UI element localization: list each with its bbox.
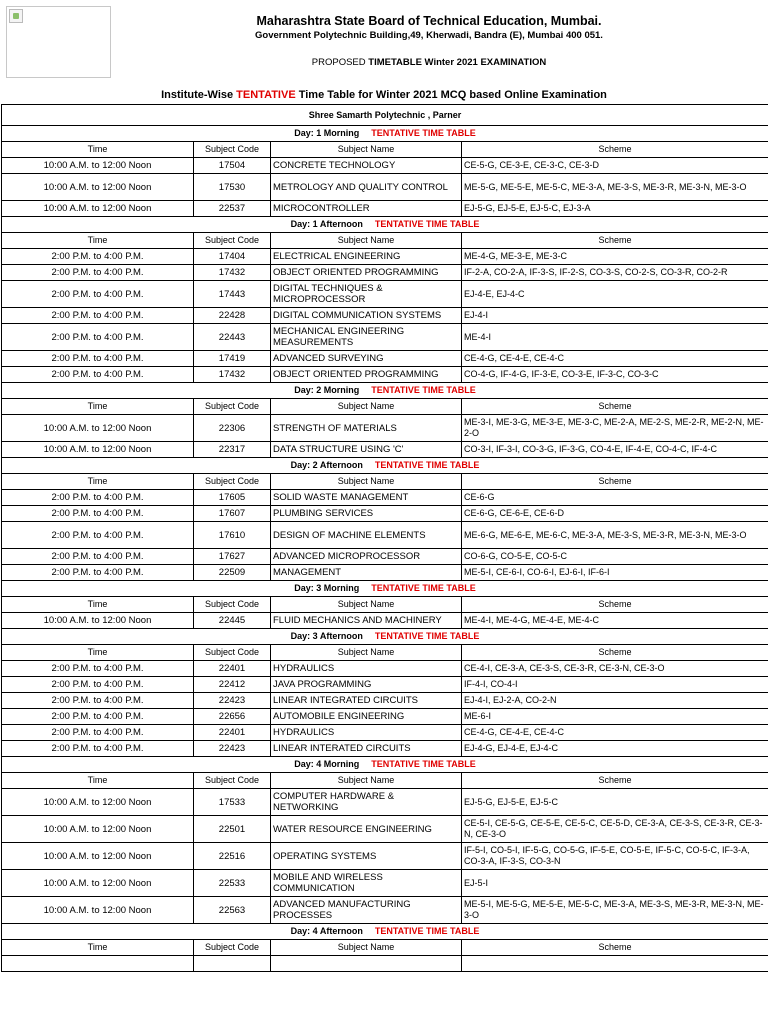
column-header-row bbox=[2, 233, 768, 249]
column-header-row bbox=[2, 399, 768, 415]
subtitle-post: Time Table for Winter 2021 MCQ based Online Examination bbox=[295, 89, 607, 101]
table-row bbox=[2, 741, 768, 757]
subject-name: JAVA PROGRAMMING bbox=[271, 677, 462, 693]
scheme: EJ-5-G, EJ-5-E, EJ-5-C bbox=[462, 789, 768, 816]
subject-code: 22537 bbox=[194, 201, 271, 217]
table-row bbox=[2, 415, 768, 442]
scheme: EJ-5-G, EJ-5-E, EJ-5-C, EJ-3-A bbox=[462, 201, 768, 217]
subject-name: DESIGN OF MACHINE ELEMENTS bbox=[271, 522, 462, 549]
table-row bbox=[2, 565, 768, 581]
day-session-label bbox=[2, 924, 768, 940]
subject-name: OPERATING SYSTEMS bbox=[271, 843, 462, 870]
scheme: CE-5-G, CE-3-E, CE-3-C, CE-3-D bbox=[462, 158, 768, 174]
day-session-row bbox=[2, 629, 768, 645]
scheme: ME-4-I bbox=[462, 324, 768, 351]
scheme: ME-4-I, ME-4-G, ME-4-E, ME-4-C bbox=[462, 613, 768, 629]
column-header-subject-name: Subject Name bbox=[271, 399, 462, 415]
subject-code: 17419 bbox=[194, 351, 271, 367]
subject-code: 22306 bbox=[194, 415, 271, 442]
day-session-name: Day: 1 Afternoon bbox=[290, 219, 363, 229]
table-row bbox=[2, 201, 768, 217]
table-row bbox=[2, 324, 768, 351]
board-name: Maharashtra State Board of Technical Education, Mumbai. bbox=[256, 14, 602, 28]
column-header-row bbox=[2, 773, 768, 789]
subject-code: 22401 bbox=[194, 725, 271, 741]
subject-name: SOLID WASTE MANAGEMENT bbox=[271, 490, 462, 506]
tentative-label: TENTATIVE TIME TABLE bbox=[374, 460, 480, 470]
exam-time: 2:00 P.M. to 4:00 P.M. bbox=[2, 265, 194, 281]
subject-name: ADVANCED MANUFACTURING PROCESSES bbox=[271, 897, 462, 924]
column-header-time: Time bbox=[2, 233, 194, 249]
day-session-row bbox=[2, 126, 768, 142]
scheme: IF-2-A, CO-2-A, IF-3-S, IF-2-S, CO-3-S, CO-2-S, CO-3-R, CO-2-R bbox=[462, 265, 768, 281]
subject-name: MANAGEMENT bbox=[271, 565, 462, 581]
day-session-name: Day: 3 Afternoon bbox=[290, 631, 363, 641]
subject-code: 17432 bbox=[194, 367, 271, 383]
table-row bbox=[2, 249, 768, 265]
subject-code: 22516 bbox=[194, 843, 271, 870]
exam-time: 2:00 P.M. to 4:00 P.M. bbox=[2, 249, 194, 265]
exam-time: 10:00 A.M. to 12:00 Noon bbox=[2, 789, 194, 816]
day-session-row bbox=[2, 757, 768, 773]
proposed-title bbox=[0, 57, 768, 68]
table-row bbox=[2, 490, 768, 506]
day-session-row bbox=[2, 458, 768, 474]
exam-time: 10:00 A.M. to 12:00 Noon bbox=[2, 897, 194, 924]
column-header-row bbox=[2, 940, 768, 956]
table-row bbox=[2, 661, 768, 677]
subject-code: 17504 bbox=[194, 158, 271, 174]
table-row bbox=[2, 522, 768, 549]
exam-time: 2:00 P.M. to 4:00 P.M. bbox=[2, 725, 194, 741]
column-header-subject-name: Subject Name bbox=[271, 645, 462, 661]
column-header-scheme: Scheme bbox=[462, 474, 768, 490]
scheme: IF-5-I, CO-5-I, IF-5-G, CO-5-G, IF-5-E, CO-5-E, IF-5-C, CO-5-C, IF-3-A, CO-3-A, IF-3-S, CO-3-N bbox=[462, 843, 768, 870]
column-header-time: Time bbox=[2, 597, 194, 613]
subject-name: FLUID MECHANICS AND MACHINERY bbox=[271, 613, 462, 629]
proposed-bold: TIMETABLE Winter 2021 EXAMINATION bbox=[368, 57, 547, 68]
tentative-label: TENTATIVE TIME TABLE bbox=[374, 631, 480, 641]
subject-name: LINEAR INTERATED CIRCUITS bbox=[271, 741, 462, 757]
subject-code: 17530 bbox=[194, 174, 271, 201]
column-header-row bbox=[2, 474, 768, 490]
subject-code: 22423 bbox=[194, 741, 271, 757]
tentative-label: TENTATIVE TIME TABLE bbox=[371, 759, 476, 769]
day-session-label bbox=[2, 757, 768, 773]
exam-time: 2:00 P.M. to 4:00 P.M. bbox=[2, 522, 194, 549]
exam-time bbox=[2, 956, 194, 972]
subject-name: HYDRAULICS bbox=[271, 661, 462, 677]
column-header-scheme: Scheme bbox=[462, 597, 768, 613]
scheme: EJ-4-G, EJ-4-E, EJ-4-C bbox=[462, 741, 768, 757]
subject-code: 22533 bbox=[194, 870, 271, 897]
scheme: CO-3-I, IF-3-I, CO-3-G, IF-3-G, CO-4-E, IF-4-E, CO-4-C, IF-4-C bbox=[462, 442, 768, 458]
subject-name bbox=[271, 956, 462, 972]
table-row bbox=[2, 308, 768, 324]
column-header-time: Time bbox=[2, 773, 194, 789]
tentative-label: TENTATIVE TIME TABLE bbox=[371, 128, 476, 138]
day-session-name: Day: 1 Morning bbox=[294, 128, 360, 138]
subject-code bbox=[194, 956, 271, 972]
subject-name: DATA STRUCTURE USING 'C' bbox=[271, 442, 462, 458]
column-header-row bbox=[2, 142, 768, 158]
exam-time: 10:00 A.M. to 12:00 Noon bbox=[2, 613, 194, 629]
day-session-name: Day: 2 Afternoon bbox=[290, 460, 363, 470]
scheme: ME-4-G, ME-3-E, ME-3-C bbox=[462, 249, 768, 265]
scheme: EJ-5-I bbox=[462, 870, 768, 897]
tentative-label: TENTATIVE TIME TABLE bbox=[374, 926, 480, 936]
column-header-time: Time bbox=[2, 142, 194, 158]
subject-code: 22443 bbox=[194, 324, 271, 351]
column-header-subject-code: Subject Code bbox=[194, 645, 271, 661]
scheme: CO-4-G, IF-4-G, IF-3-E, CO-3-E, IF-3-C, CO-3-C bbox=[462, 367, 768, 383]
subject-name: ELECTRICAL ENGINEERING bbox=[271, 249, 462, 265]
table-row bbox=[2, 897, 768, 924]
subject-code: 17443 bbox=[194, 281, 271, 308]
day-session-row bbox=[2, 383, 768, 399]
column-header-row bbox=[2, 645, 768, 661]
day-session-row bbox=[2, 217, 768, 233]
scheme: CE-4-G, CE-4-E, CE-4-C bbox=[462, 725, 768, 741]
scheme: EJ-4-I bbox=[462, 308, 768, 324]
page-subtitle bbox=[0, 89, 768, 101]
subject-code: 22656 bbox=[194, 709, 271, 725]
exam-time: 2:00 P.M. to 4:00 P.M. bbox=[2, 490, 194, 506]
scheme: CE-4-G, CE-4-E, CE-4-C bbox=[462, 351, 768, 367]
table-row bbox=[2, 870, 768, 897]
column-header-scheme: Scheme bbox=[462, 645, 768, 661]
table-row bbox=[2, 693, 768, 709]
subject-name: MECHANICAL ENGINEERING MEASUREMENTS bbox=[271, 324, 462, 351]
exam-time: 2:00 P.M. to 4:00 P.M. bbox=[2, 693, 194, 709]
column-header-scheme: Scheme bbox=[462, 233, 768, 249]
table-row bbox=[2, 367, 768, 383]
exam-time: 10:00 A.M. to 12:00 Noon bbox=[2, 843, 194, 870]
scheme: CE-4-I, CE-3-A, CE-3-S, CE-3-R, CE-3-N, CE-3-O bbox=[462, 661, 768, 677]
subject-code: 22423 bbox=[194, 693, 271, 709]
subject-name: MOBILE AND WIRELESS COMMUNICATION bbox=[271, 870, 462, 897]
table-row bbox=[2, 265, 768, 281]
column-header-time: Time bbox=[2, 474, 194, 490]
subject-name: METROLOGY AND QUALITY CONTROL bbox=[271, 174, 462, 201]
timetable-body bbox=[2, 105, 768, 972]
subject-code: 22509 bbox=[194, 565, 271, 581]
scheme: CO-6-G, CO-5-E, CO-5-C bbox=[462, 549, 768, 565]
day-session-label bbox=[2, 458, 768, 474]
subject-name: AUTOMOBILE ENGINEERING bbox=[271, 709, 462, 725]
column-header-scheme: Scheme bbox=[462, 940, 768, 956]
subject-code: 22428 bbox=[194, 308, 271, 324]
subject-name: OBJECT ORIENTED PROGRAMMING bbox=[271, 367, 462, 383]
exam-time: 2:00 P.M. to 4:00 P.M. bbox=[2, 367, 194, 383]
day-session-row bbox=[2, 924, 768, 940]
scheme: CE-5-I, CE-5-G, CE-5-E, CE-5-C, CE-5-D, CE-3-A, CE-3-S, CE-3-R, CE-3-N, CE-3-O bbox=[462, 816, 768, 843]
proposed-prefix: PROPOSED bbox=[311, 57, 369, 68]
column-header-subject-code: Subject Code bbox=[194, 142, 271, 158]
subject-name: ADVANCED MICROPROCESSOR bbox=[271, 549, 462, 565]
day-session-name: Day: 2 Morning bbox=[294, 385, 360, 395]
day-session-row bbox=[2, 581, 768, 597]
scheme: ME-6-G, ME-6-E, ME-6-C, ME-3-A, ME-3-S, ME-3-R, ME-3-N, ME-3-O bbox=[462, 522, 768, 549]
subject-name: ADVANCED SURVEYING bbox=[271, 351, 462, 367]
subject-code: 17533 bbox=[194, 789, 271, 816]
subject-code: 17404 bbox=[194, 249, 271, 265]
subject-name: PLUMBING SERVICES bbox=[271, 506, 462, 522]
column-header-subject-name: Subject Name bbox=[271, 474, 462, 490]
scheme bbox=[462, 956, 768, 972]
table-row bbox=[2, 174, 768, 201]
scheme: IF-4-I, CO-4-I bbox=[462, 677, 768, 693]
day-session-label bbox=[2, 383, 768, 399]
subject-name: MICROCONTROLLER bbox=[271, 201, 462, 217]
column-header-row bbox=[2, 597, 768, 613]
column-header-subject-name: Subject Name bbox=[271, 142, 462, 158]
table-row bbox=[2, 816, 768, 843]
table-row bbox=[2, 709, 768, 725]
exam-time: 2:00 P.M. to 4:00 P.M. bbox=[2, 308, 194, 324]
column-header-scheme: Scheme bbox=[462, 399, 768, 415]
column-header-subject-code: Subject Code bbox=[194, 474, 271, 490]
column-header-subject-name: Subject Name bbox=[271, 773, 462, 789]
subject-name: CONCRETE TECHNOLOGY bbox=[271, 158, 462, 174]
table-row bbox=[2, 956, 768, 972]
exam-time: 2:00 P.M. to 4:00 P.M. bbox=[2, 709, 194, 725]
day-session-label bbox=[2, 581, 768, 597]
table-row bbox=[2, 613, 768, 629]
exam-time: 10:00 A.M. to 12:00 Noon bbox=[2, 158, 194, 174]
scheme: CE-6-G, CE-6-E, CE-6-D bbox=[462, 506, 768, 522]
scheme: EJ-4-E, EJ-4-C bbox=[462, 281, 768, 308]
subtitle-tentative: TENTATIVE bbox=[236, 89, 296, 101]
tentative-label: TENTATIVE TIME TABLE bbox=[374, 219, 480, 229]
exam-time: 2:00 P.M. to 4:00 P.M. bbox=[2, 741, 194, 757]
column-header-subject-code: Subject Code bbox=[194, 940, 271, 956]
timetable bbox=[1, 104, 768, 972]
subject-code: 22412 bbox=[194, 677, 271, 693]
subtitle-pre: Institute-Wise bbox=[161, 89, 237, 101]
table-row bbox=[2, 843, 768, 870]
column-header-time: Time bbox=[2, 399, 194, 415]
table-row bbox=[2, 506, 768, 522]
board-address: Government Polytechnic Building,49, Kherwadi, Bandra (E), Mumbai 400 051. bbox=[255, 30, 603, 41]
exam-time: 10:00 A.M. to 12:00 Noon bbox=[2, 816, 194, 843]
scheme: ME-5-G, ME-5-E, ME-5-C, ME-3-A, ME-3-S, ME-3-R, ME-3-N, ME-3-O bbox=[462, 174, 768, 201]
exam-time: 2:00 P.M. to 4:00 P.M. bbox=[2, 677, 194, 693]
day-session-label bbox=[2, 629, 768, 645]
column-header-time: Time bbox=[2, 940, 194, 956]
column-header-subject-name: Subject Name bbox=[271, 597, 462, 613]
subject-code: 17607 bbox=[194, 506, 271, 522]
exam-time: 2:00 P.M. to 4:00 P.M. bbox=[2, 549, 194, 565]
exam-time: 10:00 A.M. to 12:00 Noon bbox=[2, 870, 194, 897]
subject-code: 22563 bbox=[194, 897, 271, 924]
exam-time: 10:00 A.M. to 12:00 Noon bbox=[2, 442, 194, 458]
column-header-subject-code: Subject Code bbox=[194, 233, 271, 249]
scheme: ME-6-I bbox=[462, 709, 768, 725]
day-session-name: Day: 4 Morning bbox=[294, 759, 360, 769]
table-row bbox=[2, 442, 768, 458]
column-header-scheme: Scheme bbox=[462, 142, 768, 158]
exam-time: 2:00 P.M. to 4:00 P.M. bbox=[2, 324, 194, 351]
subject-code: 17627 bbox=[194, 549, 271, 565]
column-header-subject-name: Subject Name bbox=[271, 233, 462, 249]
tentative-label: TENTATIVE TIME TABLE bbox=[371, 583, 476, 593]
column-header-subject-code: Subject Code bbox=[194, 597, 271, 613]
subject-code: 22501 bbox=[194, 816, 271, 843]
subject-name: COMPUTER HARDWARE & NETWORKING bbox=[271, 789, 462, 816]
scheme: CE-6-G bbox=[462, 490, 768, 506]
subject-name: DIGITAL COMMUNICATION SYSTEMS bbox=[271, 308, 462, 324]
day-session-name: Day: 3 Morning bbox=[294, 583, 360, 593]
table-row bbox=[2, 281, 768, 308]
subject-name: LINEAR INTEGRATED CIRCUITS bbox=[271, 693, 462, 709]
subject-name: DIGITAL TECHNIQUES & MICROPROCESSOR bbox=[271, 281, 462, 308]
day-session-label bbox=[2, 217, 768, 233]
column-header-scheme: Scheme bbox=[462, 773, 768, 789]
subject-name: WATER RESOURCE ENGINEERING bbox=[271, 816, 462, 843]
exam-time: 10:00 A.M. to 12:00 Noon bbox=[2, 415, 194, 442]
scheme: ME-5-I, ME-5-G, ME-5-E, ME-5-C, ME-3-A, ME-3-S, ME-3-R, ME-3-N, ME-3-O bbox=[462, 897, 768, 924]
scheme: EJ-4-I, EJ-2-A, CO-2-N bbox=[462, 693, 768, 709]
exam-time: 2:00 P.M. to 4:00 P.M. bbox=[2, 506, 194, 522]
subject-code: 17432 bbox=[194, 265, 271, 281]
subject-name: HYDRAULICS bbox=[271, 725, 462, 741]
exam-time: 10:00 A.M. to 12:00 Noon bbox=[2, 174, 194, 201]
column-header-time: Time bbox=[2, 645, 194, 661]
subject-code: 22445 bbox=[194, 613, 271, 629]
column-header-subject-code: Subject Code bbox=[194, 773, 271, 789]
table-row bbox=[2, 158, 768, 174]
exam-time: 10:00 A.M. to 12:00 Noon bbox=[2, 201, 194, 217]
exam-time: 2:00 P.M. to 4:00 P.M. bbox=[2, 565, 194, 581]
exam-time: 2:00 P.M. to 4:00 P.M. bbox=[2, 281, 194, 308]
subject-name: STRENGTH OF MATERIALS bbox=[271, 415, 462, 442]
subject-code: 22401 bbox=[194, 661, 271, 677]
scheme: ME-3-I, ME-3-G, ME-3-E, ME-3-C, ME-2-A, ME-2-S, ME-2-R, ME-2-N, ME-2-O bbox=[462, 415, 768, 442]
table-row bbox=[2, 549, 768, 565]
institute-row bbox=[2, 105, 768, 126]
table-row bbox=[2, 789, 768, 816]
subject-code: 22317 bbox=[194, 442, 271, 458]
column-header-subject-name: Subject Name bbox=[271, 940, 462, 956]
subject-code: 17610 bbox=[194, 522, 271, 549]
day-session-name: Day: 4 Afternoon bbox=[290, 926, 363, 936]
subject-name: OBJECT ORIENTED PROGRAMMING bbox=[271, 265, 462, 281]
table-row bbox=[2, 725, 768, 741]
exam-time: 2:00 P.M. to 4:00 P.M. bbox=[2, 661, 194, 677]
table-row bbox=[2, 677, 768, 693]
subject-code: 17605 bbox=[194, 490, 271, 506]
day-session-label bbox=[2, 126, 768, 142]
tentative-label: TENTATIVE TIME TABLE bbox=[371, 385, 476, 395]
column-header-subject-code: Subject Code bbox=[194, 399, 271, 415]
table-row bbox=[2, 351, 768, 367]
institute-name: Shree Samarth Polytechnic , Parner bbox=[2, 105, 768, 126]
scheme: ME-5-I, CE-6-I, CO-6-I, EJ-6-I, IF-6-I bbox=[462, 565, 768, 581]
exam-time: 2:00 P.M. to 4:00 P.M. bbox=[2, 351, 194, 367]
